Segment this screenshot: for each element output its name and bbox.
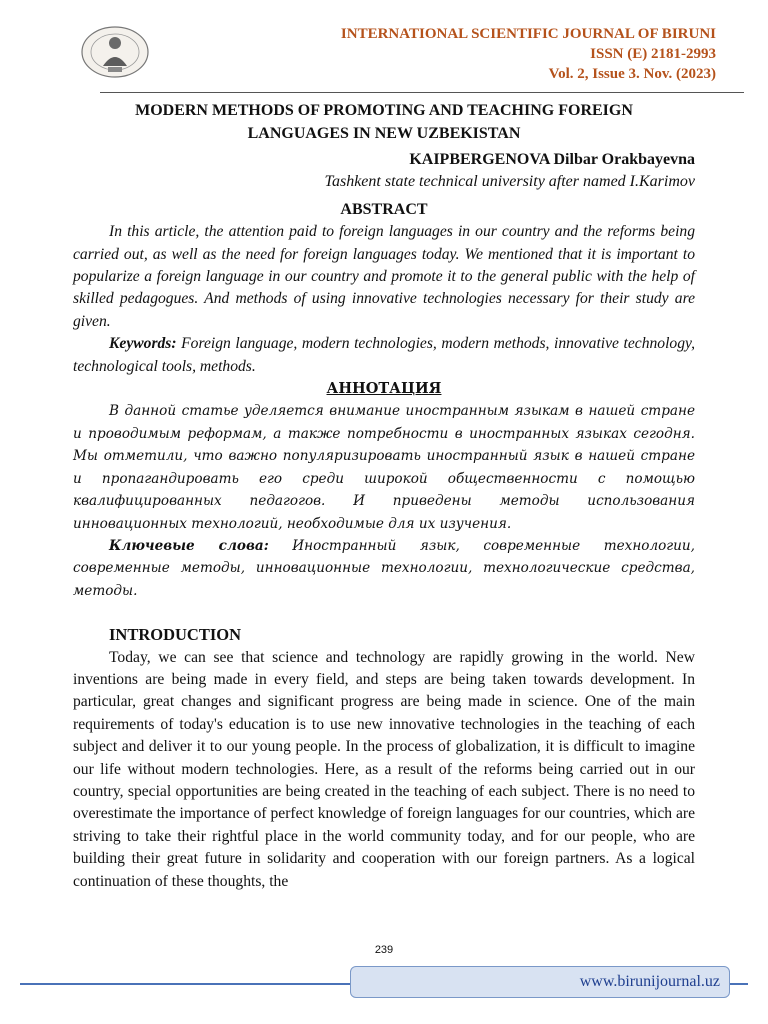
ru-keywords-label: Ключевые слова: <box>109 537 269 554</box>
keywords-text: Foreign language, modern technologies, modern methods, innovative technology, technological tools, methods. <box>73 335 695 375</box>
article-title <box>73 100 695 145</box>
journal-name: INTERNATIONAL SCIENTIFIC JOURNAL OF BIRUNI <box>340 26 716 42</box>
author-affiliation: Tashkent state technical university after named I.Karimov <box>324 173 695 191</box>
journal-volume: Vol. 2, Issue 3. Nov. (2023) <box>548 66 716 82</box>
annotation-keywords <box>73 535 695 602</box>
author-name: KAIPBERGENOVA Dilbar Orakbayevna <box>409 151 695 168</box>
header-divider <box>100 92 744 93</box>
article-title-line-2: LANGUAGES IN NEW UZBEKISTAN <box>247 124 521 142</box>
keywords-label: Keywords: <box>109 335 177 353</box>
introduction-text: Today, we can see that science and technology are rapidly growing in the world. New inventions are being made in every field, and steps are being taken towards development. In particular, great changes and significant progress are being made in science. One of the main requirements of today's education is to use new innovative technologies in the teaching of each subject and deliver it to our young people. In the process of globalization, it is difficult to imagine our life without modern technologies. Here, as a result of the reforms being carried out in our country, special opportunities are being created in the teaching of each subject. There is no need to overestimate the importance of perfect knowledge of foreign languages for our countries, which are striving to take their rightful place in the world community today, and for our people, who are building their great future in solidarity and cooperation with our foreign partners. As a logical continuation of these thoughts, the <box>73 648 695 890</box>
journal-issn: ISSN (E) 2181-2993 <box>590 46 716 62</box>
introduction-heading: INTRODUCTION <box>109 625 242 645</box>
ru-keywords-text: Иностранный язык, современные технологии, современные методы, инновационные технологии, технологические средства, методы. <box>73 537 696 599</box>
journal-seal-logo <box>80 26 150 78</box>
page-number: 239 <box>374 944 394 956</box>
annotation-text: В данной статье уделяется внимание иностранным языкам в нашей стране и проводимым реформам, а также потребности в иностранных языках сегодня. Мы отметили, что важно популяризировать иностранный язык в нашей стране и пропагандировать его среди широкой общественности с помощью квалифицированных педагогов. И приведены методы использования инновационных технологий, необходимые для их изучения. <box>73 403 695 532</box>
annotation-heading: АННОТАЦИЯ <box>326 380 442 398</box>
abstract-heading: ABSTRACT <box>340 200 428 218</box>
journal-website-link[interactable]: www.birunijournal.uz <box>579 973 720 990</box>
article-body <box>73 100 695 893</box>
article-title-line-1: MODERN METHODS OF PROMOTING AND TEACHING FOREIGN <box>135 102 633 119</box>
journal-header <box>341 24 716 84</box>
abstract-text: In this article, the attention paid to foreign languages in our country and the reforms being carried out, as well as the need for foreign languages today. We mentioned that it is important to popularize a foreign language in our country and promote it to the general public with the help of skilled pedagogues. And methods of using innovative technologies necessary for their study are given. <box>73 223 695 330</box>
abstract-keywords <box>73 333 695 378</box>
